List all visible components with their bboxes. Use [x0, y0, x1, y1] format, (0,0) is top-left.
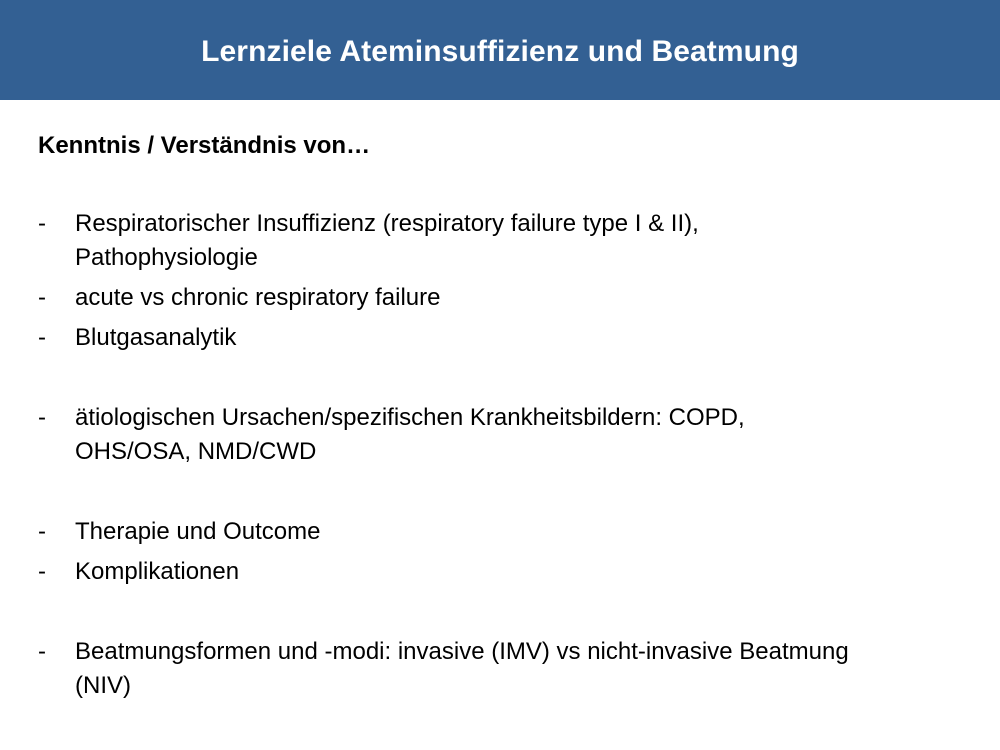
subheading: Kenntnis / Verständnis von… [38, 132, 371, 159]
bullet-dash: - [38, 284, 46, 311]
list-item-text: Therapie und Outcome [75, 518, 321, 545]
list-item [38, 281, 938, 315]
bullet-dash: - [38, 324, 46, 351]
bullet-dash: - [38, 404, 46, 431]
bullet-dash: - [38, 558, 46, 585]
bullet-dash: - [38, 210, 46, 237]
bullet-dash: - [38, 518, 46, 545]
list-item [38, 321, 938, 355]
list-item [38, 515, 938, 549]
list-item [38, 207, 938, 275]
list-item [38, 401, 938, 469]
list-item-text: acute vs chronic respiratory failure [75, 284, 441, 311]
list-item-text: Respiratorischer Insuffizienz (respiratory failure type I & II), Pathophysiologie [75, 210, 699, 271]
list-item [38, 635, 938, 703]
list-item-text: Blutgasanalytik [75, 324, 237, 351]
bullet-dash: - [38, 638, 46, 665]
list-item-text: Komplikationen [75, 558, 240, 585]
slide-title: Lernziele Ateminsuffizienz und Beatmung [201, 34, 799, 68]
list-item-text: ätiologischen Ursachen/spezifischen Krankheitsbildern: COPD, OHS/OSA, NMD/CWD [75, 404, 745, 465]
list-item [38, 555, 938, 589]
title-bar [0, 0, 1000, 100]
list-item-text: Beatmungsformen und -modi: invasive (IMV) vs nicht-invasive Beatmung (NIV) [75, 638, 849, 699]
